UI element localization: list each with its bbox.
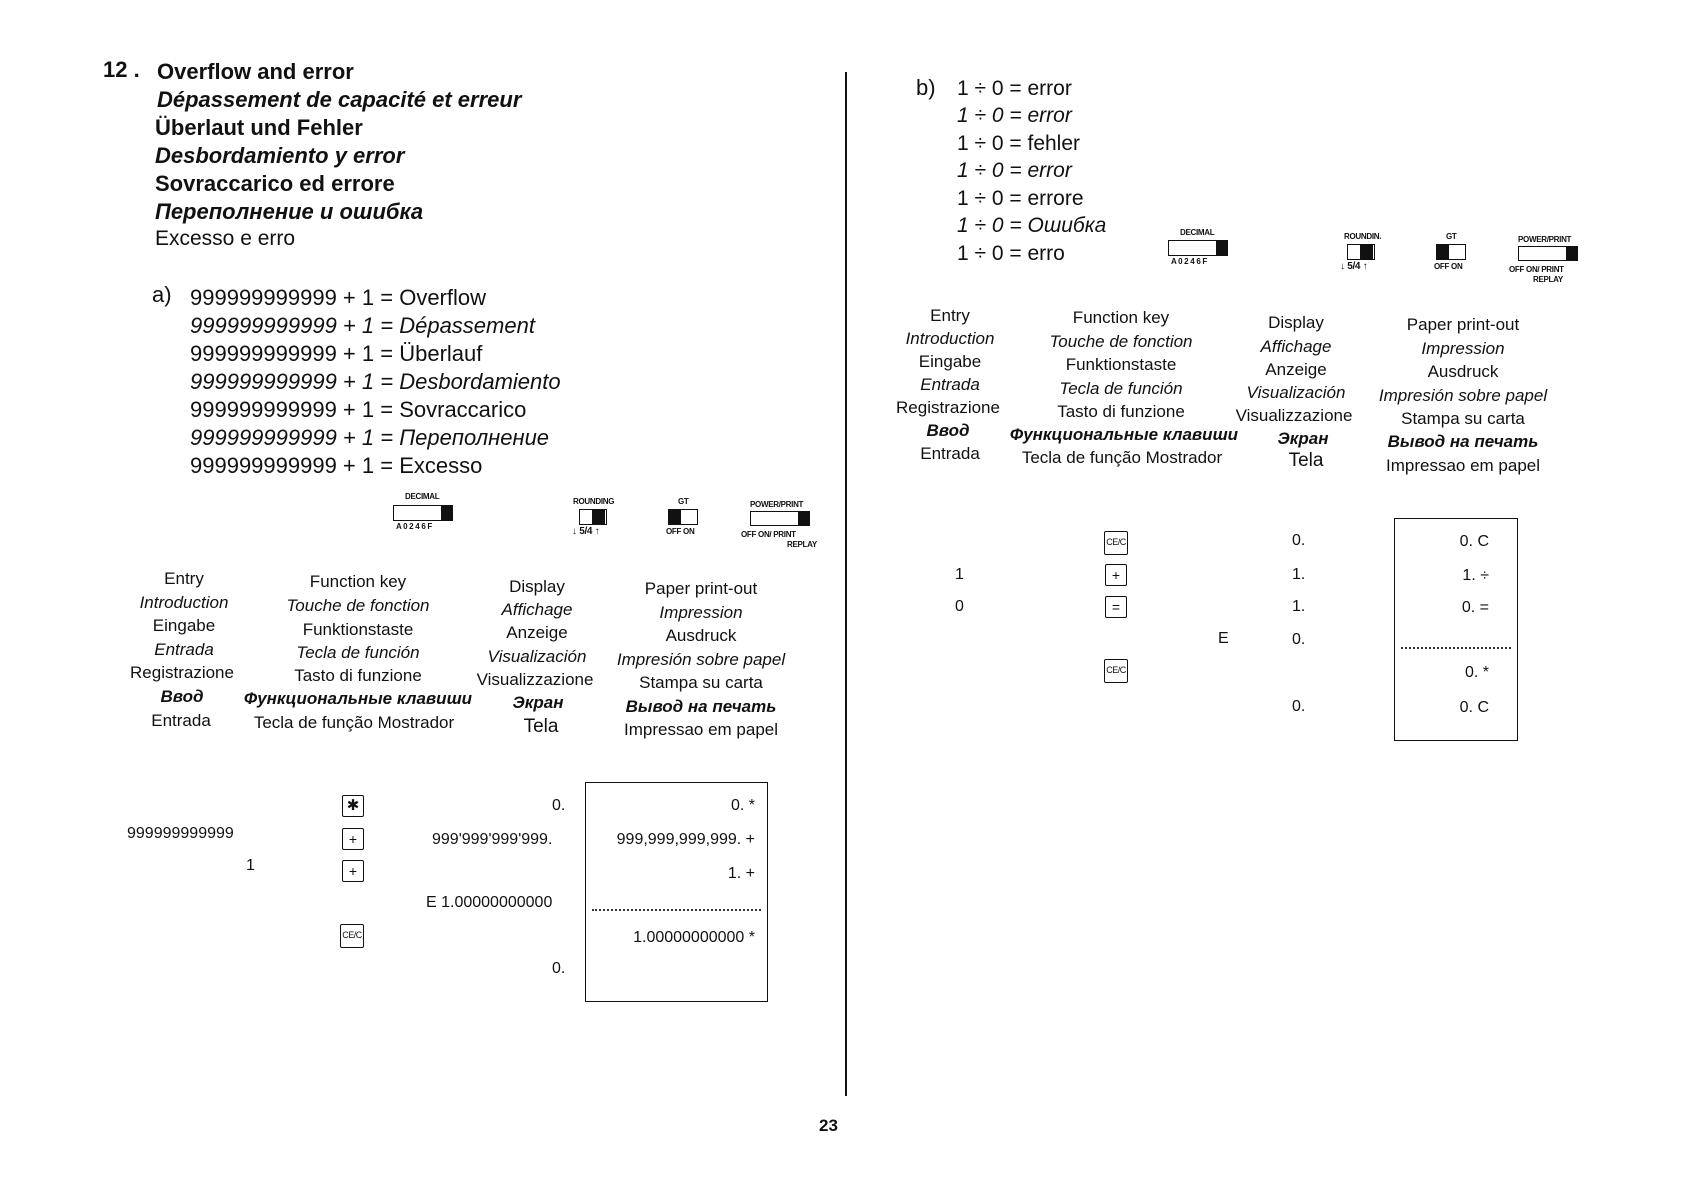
hdr-r-entry-es: Entrada (920, 375, 980, 394)
rounding-label-right: ROUNDIN. (1344, 232, 1382, 241)
hdr-r-function-es: Tecla de función (1059, 379, 1183, 398)
hdr-r-function-ru: Функциональные клавиши (1009, 425, 1239, 444)
key-plus[interactable]: + (342, 828, 364, 850)
title-de: Überlaut und Fehler (155, 115, 363, 140)
example-a-line-6: 999999999999 + 1 = Переполнение (190, 425, 550, 450)
hdr-r-paper-pt: Impressao em papel (1385, 456, 1541, 475)
hdr-entry-en: Entry (164, 569, 204, 588)
title-es: Desbordamiento y error (155, 143, 405, 168)
hdr-entry-de: Eingabe (152, 616, 216, 635)
rounding-label: ROUNDING (573, 497, 615, 506)
hdr-r-display-es: Visualización (1246, 383, 1346, 402)
example-b-line-3: 1 ÷ 0 = fehler (957, 132, 1081, 155)
display-b-2: 1. (1292, 566, 1306, 583)
section-number: 12 . (103, 57, 140, 82)
key-plus[interactable]: + (1105, 564, 1127, 586)
power-label-right: POWER/PRINT (1518, 235, 1572, 244)
rounding-scale: ↓ 5/4 ↑ (572, 526, 600, 537)
example-a-line-7: 999999999999 + 1 = Excesso (190, 453, 483, 478)
display-a-3: E 1.00000000000 (426, 894, 553, 911)
hdr-r-entry-en: Entry (930, 306, 970, 325)
hdr-function-fr: Touche de fonction (286, 596, 430, 615)
hdr-r-entry-ru: Ввод (926, 421, 970, 440)
example-b-line-4: 1 ÷ 0 = error (957, 159, 1072, 182)
gt-switch-knob-right (1436, 244, 1449, 259)
display-a-2: 999'999'999'999. (432, 831, 553, 848)
power-switch-knob (798, 511, 809, 526)
title-fr: Dépassement de capacité et erreur (157, 87, 522, 112)
hdr-entry-pt: Entrada (151, 711, 211, 730)
key-clear-entry[interactable]: CE/C (1104, 531, 1128, 555)
hdr-r-display-en: Display (1268, 313, 1324, 332)
hdr-paper-de: Ausdruck (665, 626, 737, 645)
key-plus[interactable]: + (342, 860, 364, 882)
tape-a-line-4: 1.00000000000 * (633, 929, 755, 946)
hdr-r-entry-it: Registrazione (896, 398, 1000, 417)
display-b-1: 0. (1292, 532, 1306, 549)
key-multiply-equals[interactable]: ✱ (342, 795, 364, 817)
power-replay-right: REPLAY (1533, 275, 1563, 284)
gt-label: GT (678, 497, 689, 506)
display-a-4: 0. (552, 960, 566, 977)
hdr-display-fr: Affichage (501, 600, 573, 619)
hdr-entry-fr: Introduction (139, 593, 229, 612)
key-clear-entry[interactable]: CE/C (340, 924, 364, 948)
display-b-5: 0. (1292, 698, 1306, 715)
power-switch-knob-right (1566, 246, 1577, 261)
power-scale: OFF ON/ PRINT (741, 530, 796, 539)
hdr-r-function-it: Tasto di funzione (1057, 402, 1185, 421)
hdr-entry-ru: Ввод (160, 687, 204, 706)
page-divider (845, 72, 847, 1096)
power-replay: REPLAY (787, 540, 817, 549)
tape-a-line-1: 0. * (730, 797, 755, 814)
example-b-label: b) (916, 75, 936, 100)
rounding-switch-knob (592, 509, 605, 524)
decimal-scale-right: A 0 2 4 6 F (1171, 257, 1207, 266)
example-a-line-2: 999999999999 + 1 = Dépassement (190, 313, 535, 338)
decimal-scale: A 0 2 4 6 F (396, 522, 432, 531)
hdr-paper-es: Impresión sobre papel (616, 650, 786, 669)
hdr-r-entry-fr: Introduction (905, 329, 995, 348)
hdr-r-paper-ru: Вывод на печать (1387, 432, 1539, 451)
entry-a-2: 1 (246, 857, 255, 874)
hdr-r-paper-es: Impresión sobre papel (1378, 386, 1548, 405)
hdr-paper-fr: Impression (659, 603, 743, 622)
hdr-r-entry-de: Eingabe (918, 352, 982, 371)
decimal-label: DECIMAL (405, 492, 440, 501)
tape-b-separator (1401, 647, 1511, 649)
key-equals[interactable]: = (1105, 596, 1127, 618)
power-scale-right: OFF ON/ PRINT (1509, 265, 1564, 274)
hdr-paper-ru: Вывод на печать (625, 697, 777, 716)
example-b-line-1: 1 ÷ 0 = error (957, 77, 1072, 100)
page-number: 23 (819, 1116, 838, 1135)
example-b-line-2: 1 ÷ 0 = error (957, 104, 1072, 127)
gt-scale: OFF ON (666, 527, 695, 536)
title-ru: Переполнение и ошибка (155, 199, 424, 224)
gt-label-right: GT (1446, 232, 1457, 241)
hdr-function-it: Tasto di funzione (294, 666, 422, 685)
hdr-r-function-fr: Touche de fonction (1049, 332, 1193, 351)
example-b-line-5: 1 ÷ 0 = errore (957, 187, 1084, 210)
hdr-r-paper-it: Stampa su carta (1401, 409, 1525, 428)
error-flag: E (1218, 630, 1229, 647)
power-label: POWER/PRINT (750, 500, 804, 509)
hdr-display-it: Visualizzazione (476, 670, 594, 689)
hdr-function-de: Funktionstaste (302, 620, 414, 639)
hdr-r-display-de: Anzeige (1265, 360, 1327, 379)
decimal-switch-knob (441, 505, 452, 521)
tape-b-line-1: 0. C (1459, 533, 1489, 550)
hdr-function-ru: Функциональные клавиши (243, 689, 473, 708)
hdr-r-paper-en: Paper print-out (1406, 315, 1520, 334)
example-a-label: a) (152, 282, 172, 307)
hdr-display-ru: Экран (512, 693, 564, 712)
tape-a-line-2: 999,999,999,999. + (616, 831, 755, 848)
hdr-display-pt: Tela (523, 716, 559, 737)
example-a-line-5: 999999999999 + 1 = Sovraccarico (190, 397, 527, 422)
hdr-paper-en: Paper print-out (644, 579, 758, 598)
hdr-entry-it: Registrazione (130, 663, 234, 682)
hdr-r-display-it: Visualizzazione (1235, 406, 1353, 425)
tape-b-line-3: 0. = (1461, 599, 1489, 616)
example-b-line-7: 1 ÷ 0 = erro (957, 242, 1065, 265)
gt-scale-right: OFF ON (1434, 262, 1463, 271)
tape-b-line-5: 0. C (1459, 699, 1489, 716)
decimal-label-right: DECIMAL (1180, 228, 1215, 237)
title-it: Sovraccarico ed errore (155, 171, 395, 196)
entry-b-1: 1 (955, 566, 964, 583)
hdr-paper-pt: Impressao em papel (623, 720, 779, 739)
hdr-function-es: Tecla de función (296, 643, 420, 662)
hdr-r-function-de: Funktionstaste (1065, 355, 1177, 374)
paper-tape-b (1394, 518, 1518, 741)
hdr-r-display-fr: Affichage (1260, 337, 1332, 356)
hdr-r-display-pt: Tela (1288, 450, 1324, 471)
hdr-r-function-pt: Tecla de função Mostrador (1021, 448, 1223, 467)
rounding-switch-knob-right (1360, 244, 1373, 259)
display-b-3: 1. (1292, 598, 1306, 615)
example-a-line-4: 999999999999 + 1 = Desbordamiento (190, 369, 561, 394)
rounding-scale-right: ↓ 5/4 ↑ (1340, 261, 1368, 272)
title-en: Overflow and error (157, 59, 354, 84)
hdr-paper-it: Stampa su carta (639, 673, 763, 692)
decimal-switch-knob-right (1216, 240, 1227, 256)
hdr-r-paper-fr: Impression (1421, 339, 1505, 358)
key-clear-entry[interactable]: CE/C (1104, 659, 1128, 683)
example-a-line-1: 999999999999 + 1 = Overflow (190, 285, 487, 310)
tape-a-line-3: 1. + (727, 865, 755, 882)
hdr-r-paper-de: Ausdruck (1427, 362, 1499, 381)
hdr-function-en: Function key (309, 572, 407, 591)
paper-tape-a (585, 782, 768, 1002)
title-pt: Excesso e erro (155, 227, 296, 250)
tape-b-line-4: 0. * (1464, 664, 1489, 681)
hdr-function-pt: Tecla de função Mostrador (253, 713, 455, 732)
hdr-display-es: Visualización (487, 647, 587, 666)
gt-switch-knob (668, 509, 681, 524)
tape-b-line-2: 1. ÷ (1462, 567, 1489, 584)
hdr-display-en: Display (509, 577, 565, 596)
tape-a-separator (592, 909, 761, 911)
example-a-line-3: 999999999999 + 1 = Überlauf (190, 341, 483, 366)
hdr-r-function-en: Function key (1072, 308, 1170, 327)
hdr-r-display-ru: Экран (1277, 429, 1329, 448)
hdr-entry-es: Entrada (154, 640, 214, 659)
example-b-line-6: 1 ÷ 0 = Ошибка (957, 214, 1107, 237)
display-a-1: 0. (552, 797, 566, 814)
entry-a-1: 999999999999 (127, 825, 234, 842)
display-b-4: 0. (1292, 631, 1306, 648)
hdr-display-de: Anzeige (506, 623, 568, 642)
hdr-r-entry-pt: Entrada (920, 444, 980, 463)
entry-b-2: 0 (955, 598, 964, 615)
